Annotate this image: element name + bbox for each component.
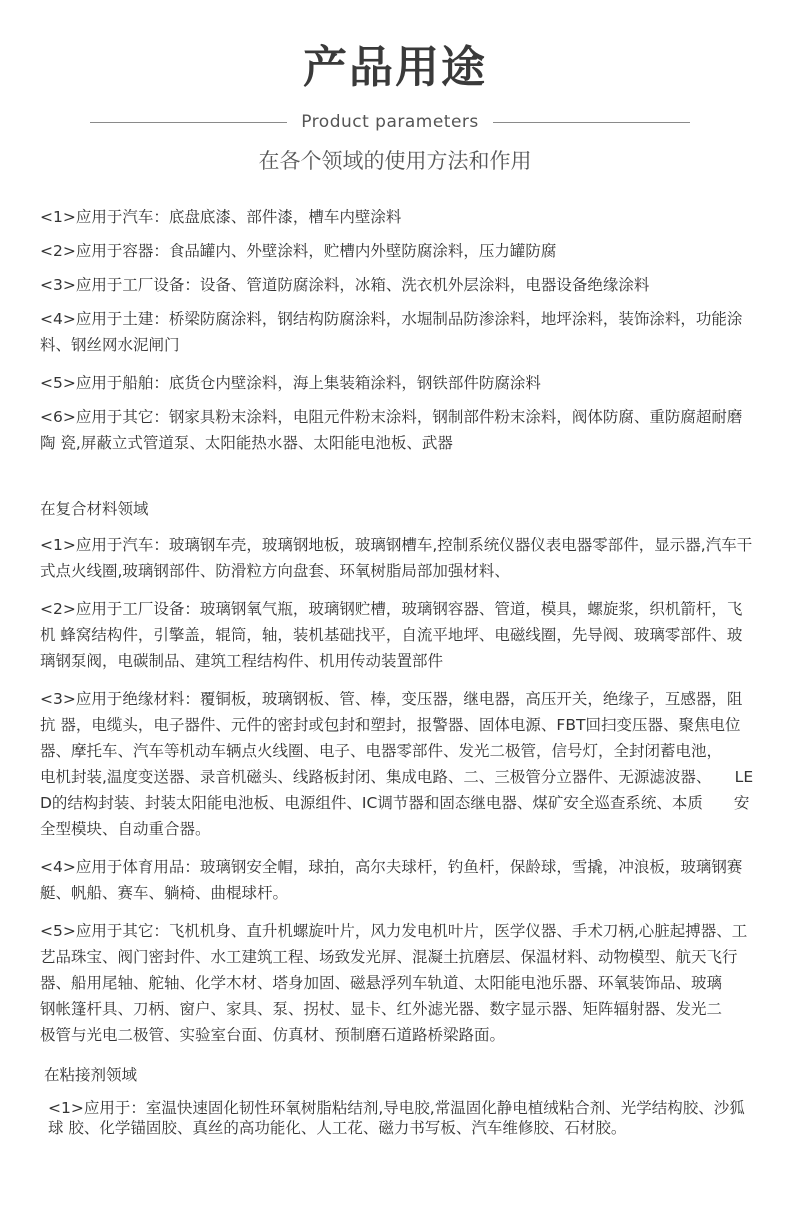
page-title: 产品用途 <box>303 42 487 93</box>
general-item-2: <2>应用于容器：食品罐内、外壁涂料，贮槽内外壁防腐涂料，压力罐防腐 <box>40 242 557 260</box>
general-item-4: <4>应用于土建：桥梁防腐涂料，钢结构防腐涂料，水堀制品防渗涂料，地坪涂料，装饰涂料，功能涂 料、钢丝网水泥闸门 <box>40 310 758 354</box>
adhesive-heading: 在粘接剂领域 <box>44 1066 138 1084</box>
composite-item-4: <4>应用于体育用品：玻璃钢安全帽，球拍，高尔夫球杆，钓鱼杆，保龄球，雪撬，冲浪板，玻璃钢赛 艇、帆船、赛车、躺椅、曲棍球杆。 <box>40 858 758 902</box>
adhesive-item-1: <1>应用于：室温快速固化韧性环氧树脂粘结剂,导电胶,常温固化静电植绒粘合剂、光学结构胶、沙狐球 胶、化学锚固胶、真丝的高功能化、人工花、磁力书写板、汽车维修胶、石材胶。 <box>48 1099 745 1137</box>
subtitle-divider-right <box>493 122 690 123</box>
general-item-3: <3>应用于工厂设备：设备、管道防腐涂料，冰箱、洗衣机外层涂料，电器设备绝缘涂料 <box>40 276 650 294</box>
general-item-5: <5>应用于船舶：底货仓内壁涂料，海上集装箱涂料，钢铁部件防腐涂料 <box>40 374 541 392</box>
general-item-6: <6>应用于其它：钢家具粉末涂料，电阻元件粉末涂料，钢制部件粉末涂料，阀体防腐、重防腐超耐磨陶 瓷,屏蔽立式管道泵、太阳能热水器、太阳能电池板、武器 <box>40 408 743 452</box>
usage-content <box>40 204 774 1146</box>
composite-item-3: <3>应用于绝缘材料：覆铜板，玻璃钢板、管、棒，变压器，继电器，高压开关，绝缘子，互感器，阻抗 器，电缆头，电子器件、元件的密封或包封和塑封，报警器、固体电源、FBT回扫变压器、聚焦电位 器、摩托车、汽车等机动车辆点火线圈、电子、电器零部件、发光二极管，信号灯，全封闭蓄电池， 电机封装,温度变送器、录音机磁头、线路板封闭、集成电路、二、三极管分立器件、无源滤波器、 LED的结构封装、封装太阳能电池板、电源组件、IC调节器和固态继电器、煤矿安全巡查系统、本质 安全型模块、自动重合器。 <box>40 690 772 838</box>
composite-section <box>40 496 774 1048</box>
composite-item-2: <2>应用于工厂设备：玻璃钢氧气瓶，玻璃钢贮槽，玻璃钢容器、管道，模具，螺旋浆，织机箭杆，飞机 蜂窝结构件，引擎盖，辊筒，轴，装机基础找平，自流平地坪、电磁线圈，先导阀、玻璃零部件、玻 璃钢泵阀，电碳制品、建筑工程结构件、机用传动装置部件 <box>40 600 774 670</box>
general-item-1: <1>应用于汽车：底盘底漆、部件漆，槽车内壁涂料 <box>40 208 402 226</box>
subtitle-divider-left <box>90 122 287 123</box>
composite-item-1: <1>应用于汽车：玻璃钢车壳，玻璃钢地板，玻璃钢槽车,控制系统仪器仪表电器零部件，显示器,汽车干 式点火线圈,玻璃钢部件、防滑粒方向盘套、环氧树脂局部加强材料、 <box>40 536 753 580</box>
page-caption: 在各个领域的使用方法和作用 <box>258 149 532 173</box>
subtitle-en: Product parameters <box>301 112 479 132</box>
general-section <box>40 204 756 456</box>
adhesive-section <box>40 1062 756 1138</box>
composite-item-5: <5>应用于其它：飞机机身、直升机螺旋叶片，风力发电机叶片，医学仪器、手术刀柄,心脏起搏器、工艺品珠宝、阀门密封件、水工建筑工程、场致发光屏、混凝土抗磨层、保温材料、动物模型、航天飞行 器、船用尾轴、舵轴、化学木材、塔身加固、磁悬浮列车轨道、太阳能电池乐器、环氧装饰品、玻璃 钢帐篷杆具、刀柄、窗户、家具、泵、拐杖、显卡、红外滤光器、数字显示器、矩阵辐射器、发光二 极管与光电二极管、实验室台面、仿真材、预制磨石道路桥梁路面。 <box>40 922 769 1044</box>
subtitle-row <box>90 108 690 136</box>
composite-heading: 在复合材料领域 <box>40 500 149 518</box>
